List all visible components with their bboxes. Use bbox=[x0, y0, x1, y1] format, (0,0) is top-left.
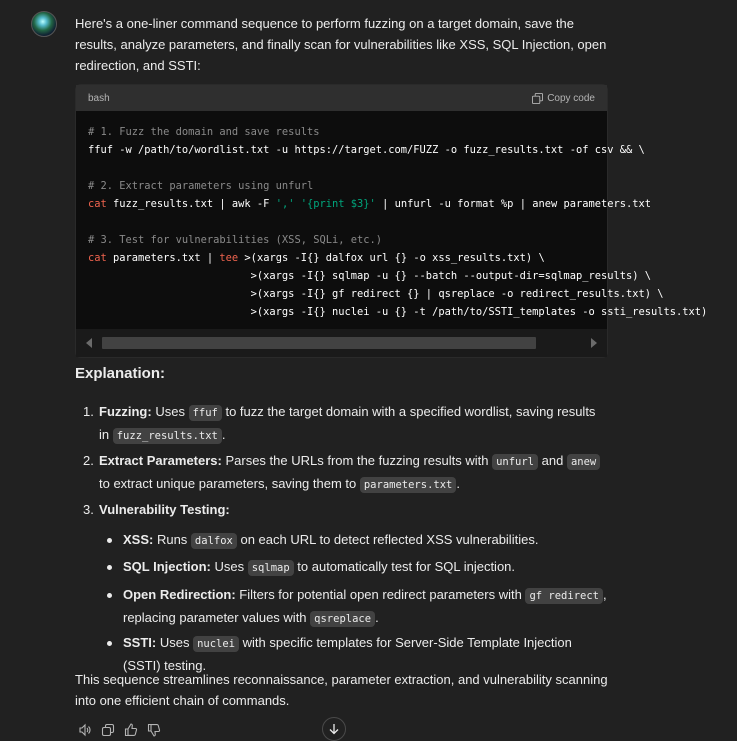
code-line bbox=[88, 303, 708, 321]
list-item bbox=[83, 450, 609, 496]
inline-code: unfurl bbox=[492, 454, 538, 470]
item-title: Fuzzing: bbox=[99, 404, 152, 419]
assistant-avatar bbox=[31, 11, 57, 37]
item-text: on each URL to detect reflected XSS vulnerabilities. bbox=[236, 532, 539, 547]
bullet-icon bbox=[107, 593, 112, 598]
item-title: Extract Parameters: bbox=[99, 453, 222, 468]
code-line bbox=[88, 123, 595, 141]
code-token: # 1. Fuzz the domain and save results bbox=[88, 126, 320, 138]
list-number: 3. bbox=[83, 502, 94, 517]
explanation-heading: Explanation: bbox=[75, 365, 166, 382]
message-actions bbox=[78, 723, 161, 737]
item-text: Uses bbox=[156, 635, 194, 650]
item-text: Runs bbox=[153, 532, 191, 547]
scroll-right-arrow-icon[interactable] bbox=[591, 338, 597, 348]
code-token: parameters.txt | bbox=[106, 252, 220, 264]
inline-code: qsreplace bbox=[310, 611, 375, 627]
item-text: . bbox=[221, 427, 226, 442]
code-token bbox=[88, 162, 94, 174]
thumbs-down-icon[interactable] bbox=[147, 723, 161, 737]
item-text: Parses the URLs from the fuzzing results with bbox=[221, 453, 493, 468]
code-line bbox=[88, 141, 645, 159]
copy-icon[interactable] bbox=[101, 723, 115, 737]
speaker-icon[interactable] bbox=[78, 723, 92, 737]
code-token: cat bbox=[88, 252, 107, 264]
list-number: 1. bbox=[83, 404, 94, 419]
item-text: with specific templates for Server-Side Template Injection (SSTI) testing. bbox=[123, 635, 572, 673]
outro-text: This sequence streamlines reconnaissance, parameter extraction, and vulnerability scanning into one efficient chain of commands. bbox=[75, 672, 608, 708]
code-token: >(xargs -I{} gf redirect {} | qsreplace -o redirect_results.txt) \ bbox=[88, 288, 664, 300]
code-token: fuzz_results.txt | awk -F bbox=[106, 198, 276, 210]
intro-text: Here's a one-liner command sequence to perform fuzzing on a target domain, save the results, analyze parameters, and finally scan for vulnerabilities like XSS, SQL Injection, open redirection, and SSTI: bbox=[75, 16, 607, 73]
inline-code: dalfox bbox=[191, 533, 237, 549]
item-text: Filters for potential open redirect parameters with bbox=[235, 587, 526, 602]
code-token: cat bbox=[88, 198, 107, 210]
arrow-down-icon bbox=[328, 723, 340, 735]
code-content bbox=[76, 111, 708, 329]
horizontal-scrollbar[interactable] bbox=[76, 329, 607, 357]
inline-code: fuzz_results.txt bbox=[113, 428, 222, 444]
inline-code: ffuf bbox=[189, 405, 222, 421]
scroll-left-arrow-icon[interactable] bbox=[86, 338, 92, 348]
item-text: to fuzz the target domain with a specified wordlist, saving results in bbox=[99, 404, 596, 442]
copy-code-button[interactable] bbox=[532, 93, 595, 104]
item-text: and bbox=[538, 453, 567, 468]
inline-code: sqlmap bbox=[248, 560, 294, 576]
item-title: Vulnerability Testing: bbox=[99, 502, 230, 517]
copy-icon bbox=[532, 93, 543, 104]
thumbs-up-icon[interactable] bbox=[124, 723, 138, 737]
inline-code: parameters.txt bbox=[360, 477, 457, 493]
code-language: bash bbox=[88, 92, 110, 104]
bullet-icon bbox=[107, 641, 112, 646]
item-text: to extract unique parameters, saving them to bbox=[99, 476, 360, 491]
item-title: SSTI: bbox=[123, 635, 157, 650]
code-line bbox=[88, 177, 595, 195]
code-line bbox=[88, 195, 652, 213]
code-line bbox=[88, 159, 595, 177]
code-token: | unfurl -u format %p | anew parameters.txt bbox=[375, 198, 652, 210]
code-token: # 2. Extract parameters using unfurl bbox=[88, 180, 314, 192]
code-token: ',' bbox=[275, 198, 295, 210]
item-text: Uses bbox=[210, 559, 248, 574]
code-line bbox=[88, 213, 595, 231]
list-item bbox=[83, 401, 609, 447]
sub-list-item bbox=[123, 556, 613, 579]
scroll-down-button[interactable] bbox=[322, 717, 346, 741]
code-token: >(xargs -I{} nuclei -u {} -t /path/to/SSTI_templates -o ssti_results.txt) bbox=[88, 306, 708, 318]
code-token: >(xargs -I{} dalfox url {} -o xss_results.txt) \ bbox=[238, 252, 545, 264]
inline-code: anew bbox=[567, 454, 600, 470]
bullet-icon bbox=[107, 538, 112, 543]
code-token: tee bbox=[219, 252, 239, 264]
inline-code: nuclei bbox=[193, 636, 239, 652]
code-line bbox=[88, 285, 664, 303]
inline-code: gf redirect bbox=[525, 588, 603, 604]
code-token: '{print $3}' bbox=[300, 198, 376, 210]
list-number: 2. bbox=[83, 453, 94, 468]
code-block bbox=[75, 84, 708, 358]
sub-list-item bbox=[123, 529, 613, 552]
code-line bbox=[88, 249, 595, 267]
item-title: Open Redirection: bbox=[123, 587, 236, 602]
item-title: SQL Injection: bbox=[123, 559, 211, 574]
item-text: Uses bbox=[151, 404, 189, 419]
code-line bbox=[88, 267, 652, 285]
copy-code-label: Copy code bbox=[547, 92, 595, 104]
sub-list-item bbox=[123, 584, 613, 630]
scrollbar-thumb[interactable] bbox=[102, 337, 536, 349]
code-token: # 3. Test for vulnerabilities (XSS, SQLi, etc.) bbox=[88, 234, 383, 246]
code-token bbox=[88, 216, 94, 228]
code-header bbox=[76, 85, 607, 111]
item-title: XSS: bbox=[123, 532, 154, 547]
item-text: . bbox=[456, 476, 460, 491]
bullet-icon bbox=[107, 565, 112, 570]
code-token: >(xargs -I{} sqlmap -u {} --batch --output-dir=sqlmap_results) \ bbox=[88, 270, 652, 282]
item-text: . bbox=[375, 610, 379, 625]
code-line bbox=[88, 231, 595, 249]
item-text: to automatically test for SQL injection. bbox=[293, 559, 516, 574]
list-item bbox=[83, 499, 609, 521]
item-text: , replacing parameter values with bbox=[123, 587, 607, 625]
code-token: ffuf -w /path/to/wordlist.txt -u https://target.com/FUZZ -o fuzz_results.txt -of csv && \ bbox=[88, 144, 645, 156]
